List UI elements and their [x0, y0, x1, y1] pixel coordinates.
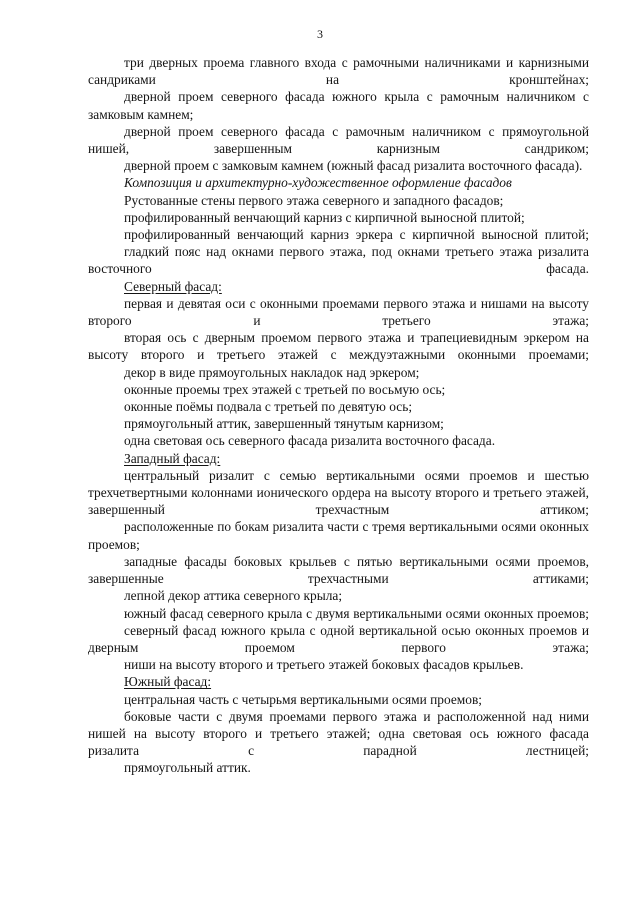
north-item-3: декор в виде прямоугольных накладок над эркером;	[124, 364, 420, 380]
north-item-5: оконные поёмы подвала с третьей по девятую ось;	[124, 399, 413, 415]
composition-item-1: Рустованные стены первого этажа северного и западного фасадов;	[124, 192, 504, 208]
south-facade-heading	[88, 673, 589, 690]
composition-item-2: профилированный венчающий карниз с кирпичной выносной плитой;	[124, 209, 525, 225]
west-item-7: ниши на высоту второго и третьего этажей боковых фасадов крыльев.	[124, 657, 524, 673]
intro-item-3: дверной проем северного фасада с рамочным наличником с прямоугольной нишей, завершенным карнизным сандриком;	[88, 123, 589, 157]
west-facade-heading	[88, 450, 589, 467]
south-facade-heading-text: Южный фасад:	[124, 674, 212, 690]
north-item-2: вторая ось с дверным проемом первого этажа и трапециевидным эркером на высоту второго и третьего этажей с междуэтажными оконными проемами;	[88, 330, 589, 363]
document-body	[88, 54, 589, 777]
composition-heading: Композиция и архитектурно-художественное оформление фасадов	[124, 175, 512, 191]
south-item-3: прямоугольный аттик.	[124, 760, 251, 776]
composition-item-4: гладкий пояс над окнами первого этажа, под окнами третьего этажа ризалита восточного фасада.	[88, 244, 589, 277]
north-facade-heading	[88, 278, 589, 295]
west-item-5: южный фасад северного крыла с двумя вертикальными осями оконных проемов;	[124, 605, 589, 621]
west-item-3: западные фасады боковых крыльев с пятью вертикальными осями проемов, завершенные трехчастными аттиками;	[88, 553, 589, 587]
west-facade-heading-text: Западный фасад:	[124, 450, 221, 466]
intro-item-4: дверной проем с замковым камнем (южный фасад ризалита восточного фасада).	[124, 158, 583, 174]
north-facade-heading-text: Северный фасад:	[124, 278, 222, 294]
composition-item-3: профилированный венчающий карниз эркера с кирпичной выносной плитой;	[124, 227, 589, 243]
west-item-1: центральный ризалит с семью вертикальными осями проемов и шестью трехчетвертными колоннами ионического ордера на высоту второго и третьего этажей, завершенный трехчастным аттиком;	[88, 467, 589, 518]
west-item-4: лепной декор аттика северного крыла;	[124, 588, 343, 604]
north-item-4: оконные проемы трех этажей с третьей по восьмую ось;	[124, 381, 446, 397]
west-item-2: расположенные по бокам ризалита части с тремя вертикальными осями оконных проемов;	[88, 519, 589, 552]
west-item-6: северный фасад южного крыла с одной вертикальной осью оконных проемов и дверным проемом первого этажа;	[88, 622, 589, 655]
north-item-7: одна световая ось северного фасада ризалита восточного фасада.	[124, 433, 496, 449]
intro-item-1: три дверных проема главного входа с рамочными наличниками и карнизными сандриками на кронштейнах;	[88, 55, 589, 88]
south-item-2: боковые части с двумя проемами первого этажа и расположенной над ними нишей на высоту второго и третьего этажей; одна световая ось южного фасада ризалита с парадной лестницей;	[88, 708, 589, 759]
south-item-1: центральная часть с четырьмя вертикальными осями проемов;	[124, 691, 483, 707]
page-number: 3	[317, 27, 323, 41]
north-item-6: прямоугольный аттик, завершенный тянутым карнизом;	[124, 416, 444, 432]
north-item-1: первая и девятая оси с оконными проемами первого этажа и нишами на высоту второго и третьего этажа;	[88, 295, 589, 329]
intro-item-2: дверной проем северного фасада южного крыла с рамочным наличником с замковым камнем;	[88, 89, 589, 122]
